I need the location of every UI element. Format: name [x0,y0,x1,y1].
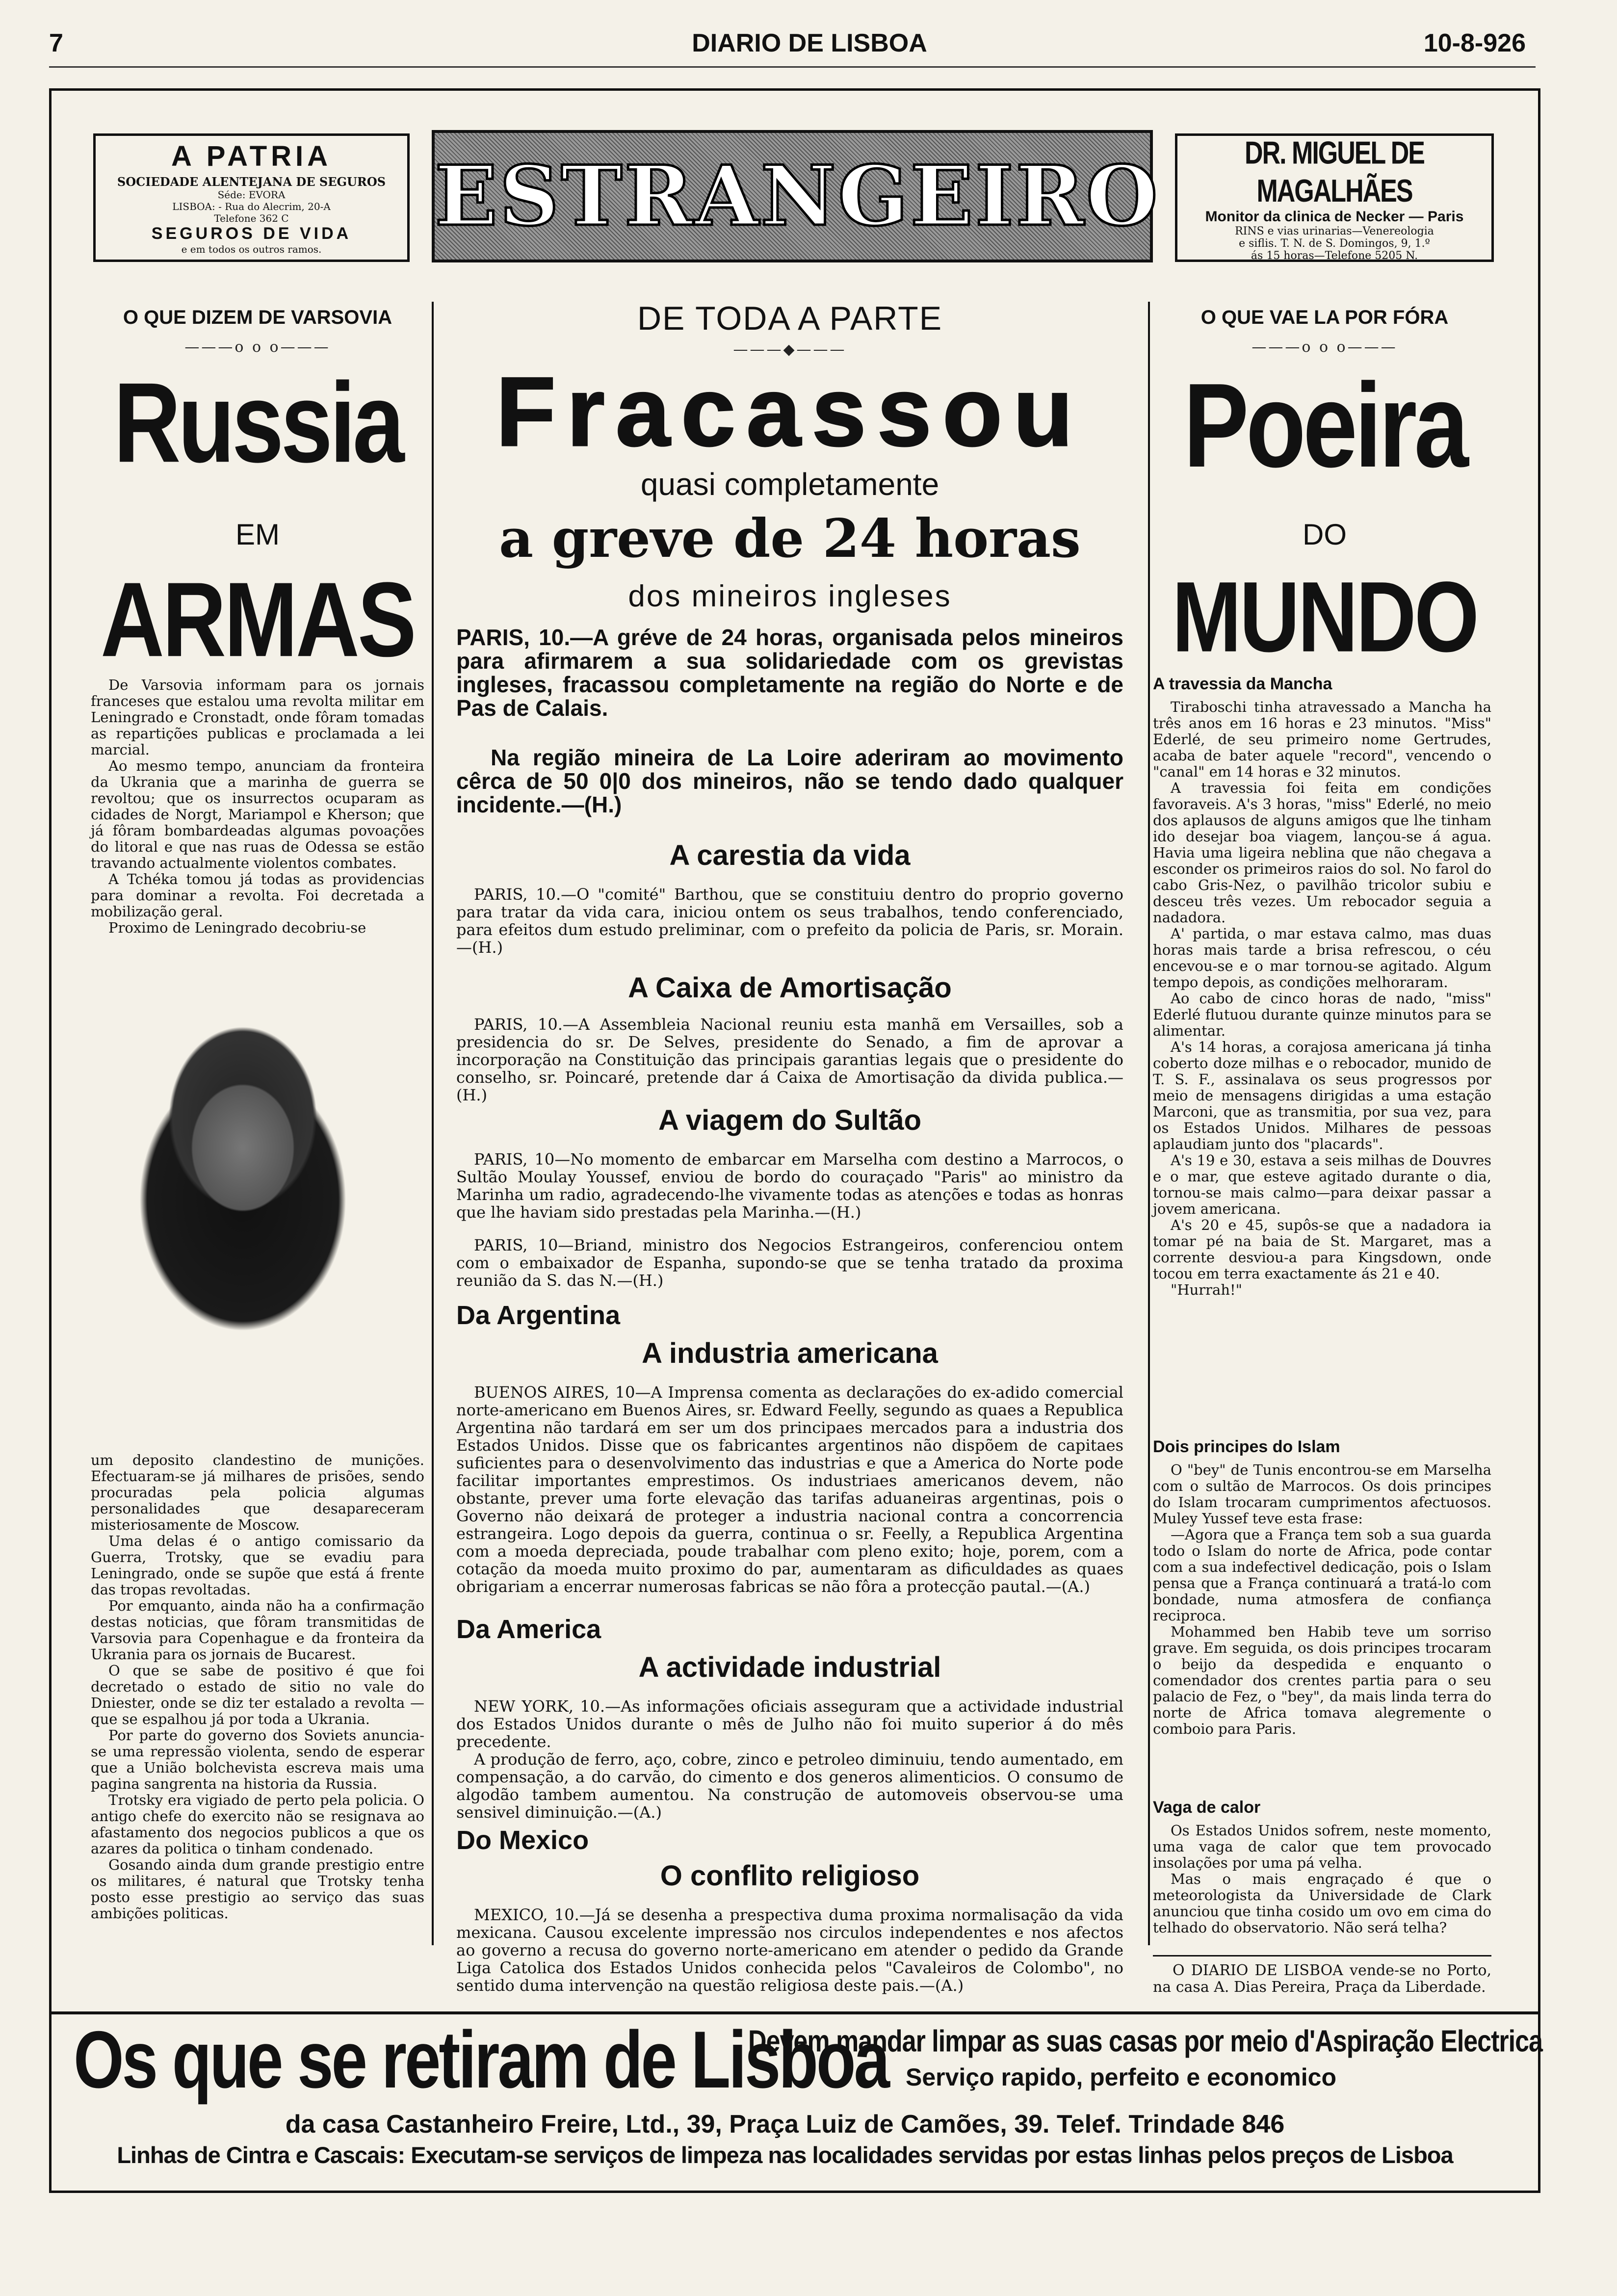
column-rule-left [432,302,434,1945]
right-para: A's 19 e 30, estava a seis milhas de Douvres e o mar, que esteve agitado durante o dia, tornou-se mais calmo—para deixar passar a jovem americana. [1153,1152,1491,1217]
ad-patria-name: A PATRIA [171,140,332,172]
left-headline-russia: Russia [113,359,402,487]
right-ornament: ———o o o——— [1252,339,1398,356]
para-actividade [456,1697,1123,1821]
bottom-ad-line3: da casa Castanheiro Freire, Ltd., 39, Praça Luiz de Camões, 39. Telef. Trindade 846 [285,2110,1285,2139]
left-para: De Varsovia informam para os jornais franceses que estalou uma revolta militar em Leningrado e Cronstadt, onde fôram tomadas as repartições publicas e proclamada a lei marcial. [91,677,424,758]
right-headline-do: DO [1303,518,1347,551]
right-para: O "bey" de Tunis encontrou-se em Marselha com o sultão de Marrocos. Os dois principes do Islam trocaram cumprimentos afectuosos. Muley Yussef teve esta frase: [1153,1461,1491,1527]
ad-patria-sede: Séde: EVORA [217,189,286,201]
portrait-photo [98,976,388,1349]
right-principes-text [1153,1462,1491,1737]
para-industria [456,1383,1123,1595]
newspaper-name: DIARIO DE LISBOA [692,29,927,57]
ad-doctor-role: Monitor da clinica de Necker — Paris [1205,209,1464,225]
section-mexico: Do Mexico [456,1826,589,1855]
issue-date: 10-8-926 [1423,29,1526,57]
ad-doctor-line3: ás 15 horas—Telefone 5205 N. [1251,250,1418,262]
right-note: O DIARIO DE LISBOA vende-se no Porto, na casa A. Dias Pereira, Praça da Liberdade. [1153,1962,1491,1996]
right-para: A travessia foi feita em condições favoraveis. A's 3 horas, "miss" Ederlé, no meio dos aplausos de alguns amigos que lhe tinham ido desejar boa viagem, lançou-se á agua. Havia uma ligeira neblina que não chegava a esconder os primeiros raios do sol. No farol do cabo Gris-Nez, o pavilhão tricolor subiu e desceu três vezes. Um rebocador seguia a nadadora. [1153,780,1491,926]
ad-doctor-line2: e siflis. T. N. de S. Domingos, 9, 1.º [1239,237,1430,250]
left-para: O que se sabe de positivo é que foi decretado o estado de sitio no vale do Dniester, onde se diz ter estalado a revolta — que se espalhou já por toda a Ukrania. [91,1662,424,1727]
right-para: Os Estados Unidos sofrem, neste momento, uma vaga de calor que tem provocado insolações por uma pá velha. [1153,1822,1491,1871]
right-para: Mohammed ben Habib teve um sorriso grave. Em seguida, os dois principes trocaram o beijo da despedida e enquanto o comendador dos crentes partia para o seu palacio de Fez, o "bey", da mais linda terra do norte de Africa tomava alegremente o comboio para Paris. [1153,1623,1491,1737]
center-sub2: a greve de 24 horas [499,508,1081,570]
para-briand-text: PARIS, 10—Briand, ministro dos Negocios Estrangeiros, conferenciou ontem com o embaixador de Espanha, supondo-se que se tenha tratado da proxima reunião da S. das N.—(H.) [456,1236,1123,1290]
ad-patria [93,133,410,262]
para-sultao [456,1150,1123,1221]
bottom-ad-line4: Linhas de Cintra e Cascais: Executam-se serviços de limpeza nas localidades servidas por estas linhas pelos preços de Lisboa [117,2142,1453,2168]
ad-doctor-line1: RINS e vias urinarias—Venereologia [1235,225,1434,237]
right-calor-text [1153,1823,1491,1936]
right-para: —Agora que a França tem sob a sua guarda todo o Islam do norte de Africa, pode contar com a sua indefectivel dedicação, pois o Islam pensa que a França continuará a tratá-lo com bondade, numa atmosfera de confiança reciproca. [1153,1526,1491,1624]
bottom-ad-big: Os que se retiram de Lisboa [74,2014,888,2105]
left-para: Trotsky era vigiado de perto pela policia. O antigo chefe do exercito não se resignava ao afastamento dos negocios publicos a que os azares da politica o tinham condenado. [91,1792,424,1857]
para-conflito [456,1906,1123,1994]
left-ornament: ———o o o——— [184,339,331,356]
center-ornament: ———◆——— [733,341,847,358]
ad-patria-lisboa: LISBOA: - Rua do Alecrim, 20-A [172,201,331,212]
left-para: A Tchéka tomou já todas as providencias para dominar a revolta. Foi decretada a mobilização geral. [91,871,424,920]
heading-carestia: A carestia da vida [669,839,911,871]
heading-industria: A industria americana [642,1337,938,1369]
left-body-bottom [91,1452,424,1922]
left-para: Ao mesmo tempo, anunciam da fronteira da Ukrania que a marinha de guerra se revoltou; que os insurrectos ocuparam as cidades de Norgt, Mariampol e Kherson; que já fôram bombardeadas algumas povoações do litoral e que nas ruas de Odessa se estão travando actualmente violentos combates. [91,757,424,871]
right-headline-poeira: Poeira [1183,359,1466,493]
heading-sultao: A viagem do Sultão [658,1104,922,1136]
right-para: Tiraboschi tinha atravessado a Mancha ha três anos em 16 horas e 23 minutos. "Miss" Ederlé, de seu primeiro nome Gertrudes, acaba de bater aquele "record", vencendo o "canal" em 14 horas e 32 minutos. [1153,699,1491,780]
para-industria-text: BUENOS AIRES, 10—A Imprensa comenta as declarações do ex-adido comercial norte-americano em Buenos Aires, sr. Edward Feelly, segundo as quaes a Republica Argentina não tardará em ser um dos principaes mercados para a industria dos Estados Unidos. Disse que os fabricantes argentinos não dispõem de capitaes suficientes para o desenvolvimento das industrias e que a America do Norte pode facilitar importantes emprestimos. Os industriaes americanos devem, não obstante, prever uma forte elevação das tarifas aduaneiras argentinas, pois o Governo não deixará de proteger a industria nacional contra a concorrencia estrangeira. Logo depois da guerra, continua o sr. Feelly, a Republica Argentina com a moeda depreciada, poude trabalhar com pleno exito; hoje, porem, com a cotação da moeda muito proximo do par, aumentaram as dificuldades as quaes obrigariam a encerrar numerosas fabricas se não fôra a protecção pautal.—(A.) [456,1383,1123,1596]
left-para: Por parte do governo dos Soviets anuncia-se uma repressão violenta, sendo de esperar que a União bolchevista escreva mais uma pagina sangrenta na historia da Russia. [91,1727,424,1792]
ad-patria-outros: e em todos os outros ramos. [181,243,322,255]
section-title-box [432,130,1160,262]
left-para: Proximo de Leningrado decobriu-se [108,919,366,936]
para-actividade-text: A produção de ferro, aço, cobre, zinco e petroleo diminuiu, tendo aumentado, em compensação, a do carvão, do cimento e dos generos alimenticios. O consumo de algodão tambem aumentou. Na construção de automoveis observou-se uma sensivel diminuição.—(A.) [456,1750,1123,1822]
para-sultao-text: PARIS, 10—No momento de embarcar em Marselha com destino a Marrocos, o Sultão Moulay Youssef, enviou de bordo do couraçado "Paris" ao ministro da Marinha um radio, agradecendo-lhe vivamente todas as atenções e todas as honras que lhe haviam sido prestadas pela Marinha.—(H.) [456,1150,1123,1222]
section-title: ESTRANGEIRO [435,147,1160,244]
left-para: Gosando ainda dum grande prestigio entre os militares, é natural que Trotsky tenha posto esse prestigio ao serviço das suas ambições politicas. [91,1856,424,1922]
header-rule [49,66,1536,68]
para-carestia-text: PARIS, 10.—O "comité" Barthou, que se constituiu dentro do proprio governo para tratar da vida cara, iniciou ontem os seus trabalhos, tendo conferenciado, para efeitos dum estudo preliminar, com o prefeito da policia de Paris, sr. Morain.—(H.) [456,885,1123,957]
left-para: Por emquanto, ainda não ha a confirmação destas noticias, que fôram transmitidas de Varsovia para Copenhague e da fronteira da Ukrania para os jornais de Bucarest. [91,1597,424,1663]
ad-patria-seguros: SEGUROS DE VIDA [151,224,352,243]
left-para: Uma delas é o antigo comissario da Guerra, Trotsky, que se evadiu para Leningrado, onde se supõe que está á frente das tropas revoltadas. [91,1533,424,1598]
page-number: 7 [49,29,63,57]
center-sub1: quasi completamente [640,467,939,502]
heading-principes: Dois principes do Islam [1153,1437,1340,1456]
right-headline-mundo: MUNDO [1172,561,1478,673]
para-briand [456,1236,1123,1289]
center-sub3: dos mineiros ingleses [628,579,952,613]
section-america: Da America [456,1615,601,1644]
right-note-rule [1153,1955,1491,1957]
para-actividade-text: NEW YORK, 10.—As informações oficiais asseguram que a actividade industrial dos Estados Unidos durante o mês de Julho não foi muito superior á do mês precedente. [456,1697,1123,1751]
right-para: Mas o mais engraçado é que o meteorologista da Universidade de Clark anunciou que tinha cosido um ovo em cima do telhado do observatorio. Não será telha? [1153,1871,1491,1936]
left-headline-em: EM [235,518,280,551]
ad-patria-subtitle: SOCIEDADE ALENTEJANA DE SEGUROS [117,175,386,189]
para-caixa-text: PARIS, 10.—A Assembleia Nacional reuniu esta manhã em Versailles, sob a presidencia do sr. De Selves, presidente do Senado, a fim de aprovar a incorporação na Constituição das principais garantias legais que o presidente do conselho, sr. Poincaré, pretende dar á Caixa de Amortisação da divida publica.—(H.) [456,1015,1123,1104]
heading-calor: Vaga de calor [1153,1798,1261,1817]
heading-conflito: O conflito religioso [660,1860,920,1892]
right-para: A's 14 horas, a corajosa americana já tinha coberto doze milhas e o rebocador, munido de T. S. F., assinalava os seus progressos por meio de mensagens dirigidas a uma estação Marconi, que as transmitia, por sua vez, para os Estados Unidos. Milhares de pessoas aplaudiam junto dos "placards". [1153,1039,1491,1152]
center-lead: PARIS, 10.—A gréve de 24 horas, organisada pelos mineiros para afirmarem a sua solidariedade com os grevistas ingleses, fracassou completamente na região do Norte e de Pas de Calais. [456,625,1123,721]
para-carestia [456,886,1123,956]
section-argentina: Da Argentina [456,1301,621,1330]
center-lead2: Na região mineira de La Loire aderiram ao movimento cêrca de 50 0|0 dos mineiros, não se tendo dado qualquer incidente.—(H.) [456,745,1123,817]
center-headline: Fracassou [496,357,1084,467]
right-kicker: O QUE VAE LA POR FÓRA [1200,307,1449,328]
heading-caixa: A Caixa de Amortisação [628,972,952,1004]
center-kicker: DE TODA A PARTE [637,300,943,337]
left-headline-armas: ARMAS [101,560,415,679]
left-kicker: O QUE DIZEM DE VARSOVIA [123,307,392,328]
left-para: um deposito clandestino de munições. Efectuaram-se já milhares de prisões, sendo procuradas pela policia algumas personalidades que desapareceram misteriosamente de Moscow. [91,1452,424,1533]
ad-doctor [1175,133,1494,262]
right-para: Ao cabo de cinco horas de nado, "miss" Ederlé flutuou durante quinze minutos para se alimentar. [1153,990,1491,1039]
right-para: A' partida, o mar estava calmo, mas duas horas mais tarde a brisa refrescou, o céu encevou-se e o mar tornou-se agitado. Algum tempo depois, as condições melhoraram. [1153,925,1491,991]
ad-doctor-name: DR. MIGUEL DE MAGALHÃES [1245,135,1424,209]
heading-actividade: A actividade industrial [638,1651,941,1683]
right-para: "Hurrah!" [1171,1281,1242,1298]
left-body-top [91,677,424,936]
right-mancha-text [1153,699,1491,1298]
ad-patria-telefone: Telefone 362 C [214,212,289,224]
column-rule-right [1148,302,1150,1945]
bottom-ad-right2: Serviço rapido, perfeito e economico [905,2063,1336,2091]
para-conflito-text: MEXICO, 10.—Já se desenha a prespectiva duma proxima normalisação da vida mexicana. Causou excelente impressão nos circulos independentes e nos afectos ao governo a recusa do governo norte-americano em atender o pedido da Grande Liga Catolica dos Estados Unidos conhecida pelos "Cavaleiros de Colombo", no sentido duma intervenção na questão religiosa deste pais.—(A.) [456,1905,1123,1995]
para-caixa [456,1016,1123,1104]
heading-mancha: A travessia da Mancha [1153,675,1332,693]
bottom-ad-right1: Devem mandar limpar as suas casas por meio d'Aspiração Electrica [748,2024,1542,2059]
right-para: A's 20 e 45, supôs-se que a nadadora ia tomar pé na baia de St. Margaret, mas a corrente desviou-a para Kingsdown, onde tocou em terra exactamente ás 21 e 40. [1153,1217,1491,1282]
